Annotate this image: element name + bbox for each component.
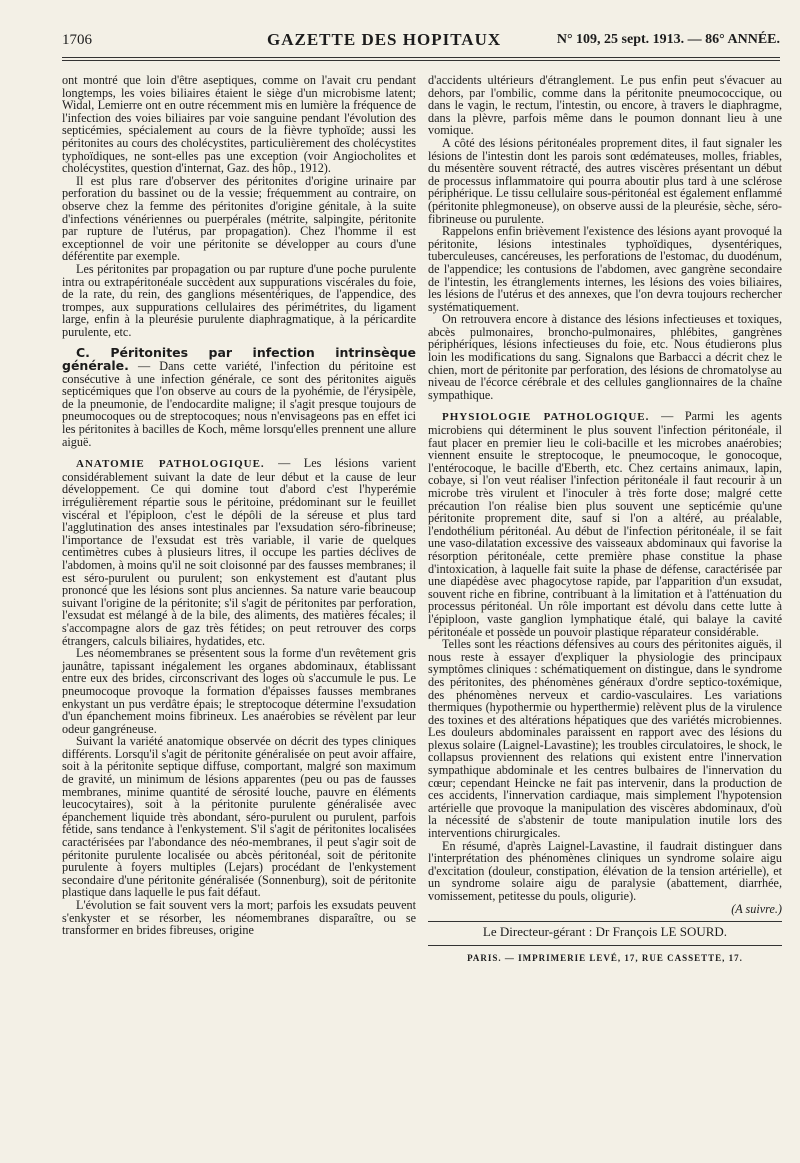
section-c-heading: C. Péritonites par infection intrinsèque générale. xyxy=(62,345,416,374)
paragraph: On retrouvera encore à distance des lésions infectieuses et toxiques, abcès pulmonaires, broncho-pulmonaires, phlébites, gangrènes périphériques, lésions infectieuses du foie, etc. Nous étudierons plus loin les modifications du sang. Signalons que Barbacci a décrit chez le chien, mort de péritonite par perforation, des lésions de chromatolyse au niveau de l'écorce cérébrale et des cellules ganglionnaires de la chaîne sympathique. xyxy=(428,312,782,402)
page-header xyxy=(62,30,780,54)
physiology-section xyxy=(428,410,782,638)
paragraph: d'accidents ultérieurs d'étranglement. Le pus enfin peut s'évacuer au dehors, par l'ombilic, comme dans la péritonite pneumococcique, ou dans le vagin, le rectum, l'intestin, ou encore, à travers le diaphragme, dans la plèvre, parfois même dans le poumon donnant lieu à une vomique. xyxy=(428,73,782,138)
to-be-continued: (A suivre.) xyxy=(731,901,782,916)
paragraph: Il est plus rare d'observer des péritonites d'origine urinaire par perforation du bassinet ou de la vessie; fréquemment au contraire, on observe chez la femme des péritonites d'origine génitale, à la suite d'infections vénériennes ou puerpérales (métrite, salpingite, péritonite par rupture de l'utérus, par propagation). Chez l'homme il est exceptionnel de voir une péritonite se développer au cours d'une déférentite par exemple. xyxy=(62,173,416,264)
page-number: 1706 xyxy=(62,32,92,48)
paragraph: L'évolution se fait souvent vers la mort; parfois les exsudats peuvent s'enkyster et se résorber, les néomembranes disparaître, ou se transformer en brides fibreuses, origine xyxy=(62,898,416,938)
paragraph: Rappelons enfin brièvement l'existence des lésions ayant provoqué la péritonite, lésions intestinales typhoïdiques, dysentériques, tuberculeuses, cancéreuses, les perforations de l'estomac, du duodénum, de l'appendice; les contusions de l'abdomen, avec gangrène secondaire de l'intestin, les étranglements internes, les lésions des voies biliaires, les lésions de l'utérus et des annexes, que l'on devra toujours rechercher systématiquement. xyxy=(428,224,782,314)
section-c-text: — Dans cette variété, l'infection du péritoine est consécutive à une infection générale, ce sont des péritonites aiguës septicémiques que l'on observe au cours de la pyohémie, de l'érysipèle, de la pneumonie, de l'endocardite maligne; il s'agit presque toujours de pneumocoques ou de streptocoques; nous n'envisageons pas en effet ici les péritonites à bacilles de Koch, même lorsqu'elles prennent une allure aiguë. xyxy=(62,359,416,449)
section-c xyxy=(62,347,416,448)
anatomy-heading: ANATOMIE PATHOLOGIQUE. xyxy=(76,458,265,471)
paragraph: ont montré que loin d'être aseptiques, comme on l'avait cru pendant longtemps, les voies biliaires étaient le siège d'un microbisme latent; Widal, Lemierre ont en outre récemment mis en lumière la fréquence de l'infection des voies biliaires par voie sanguine pendant l'évolution des septicémies, spécialement au cours de la fièvre typhoïde; aussi les péritonites au cours des cholécystites, particulièrement des cholécystites typhoïdiques, ne sont-elles pas une exception (voir Angiocholites et cholécystites, question d'internat, Gaz. des hôp., 1912). xyxy=(62,73,416,176)
paragraph: Suivant la variété anatomique observée on décrit des types cliniques différents. Lorsqu'il s'agit de péritonite généralisée on peut avoir affaire, soit à la péritonite septique diffuse, comportant, malgré son maximum de gravité, un minimum de lésions apparentes (peu ou pas de fausses membranes, minime quantité de sérosité louche, pauvre en éléments leucocytaires), soit à la péritonite purulente généralisée avec épanchement liquide très abondant, séro-purulent ou purulent, parfois fétide, sans tendance à l'enkystement. S'il s'agit de péritonites localisées caractérisées par l'abondance des néo-membranes, il peut s'agir soit de péritonite purulente localisée ou abcès péritonéal, soit de péritonite purulente à foyers multiples (Lejars) procédant de l'enkystement secondaire d'une péritonite généralisée (Sonnenburg), soit de péritonite plastique dans laquelle le pus fait défaut. xyxy=(62,734,416,900)
footer-rule xyxy=(428,921,782,922)
issue-info: N° 109, 25 sept. 1913. — 86° ANNÉE. xyxy=(556,32,780,47)
printer-line: PARIS. — IMPRIMERIE LEVÉ, 17, RUE CASSETTE, 17. xyxy=(467,952,743,963)
paragraph: Telles sont les réactions défensives au cours des péritonites aiguës, il nous reste à essayer d'expliquer la physiologie des principaux symptômes cliniques : schématiquement on distingue, dans le syndrome des péritonites, des phénomènes généraux d'ordre septico-toxémique, des phénomènes nerveux et cardio-vasculaires. Les variations thermiques (hypothermie ou hyperthermie) relèvent plus de la virulence des toxines et des altérations hépatiques que des variétés microbiennes. Les douleurs abdominales paraissent en rapport avec des lésions du plexus solaire (Laignel-Lavastine); les troubles circulatoires, le shock, le collapsus proviennent des relations qui existent entre l'innervation sympathique abdominale et les centres bulbaires de l'innervation du cœur; cependant Heincke ne fait pas intervenir, dans la production de ces accidents, l'innervation cardiaque, mais simplement l'hypotension artérielle que provoque la manipulation des viscères abdominaux, d'où la nécessité de s'abstenir de toute manipulation inutile lors des interventions chirurgicales. xyxy=(428,637,782,841)
left-column xyxy=(62,74,416,937)
anatomy-text: — Les lésions varient considérablement suivant la date de leur début et la cause de leur développement. Ce qui domine tout d'abord c'est l'hyperémie irrégulièrement répartie sous le péritoine, prédominant sur le feuillet viscéral et l'épiploon, c'est le dépôli de la séreuse et plus tard l'agglutination des anses intestinales par l'exsudation séro-fibrineuse; l'importance de l'exsudat est très variable, il varie de quelques centimètres cubes à plusieurs litres, il occupe les parties déclives de l'abdomen, à moins qu'il ne soit cloisonné par des fausses membranes; il est séro-purulent ou purulent; son enkystement est d'autant plus prononcé que les lésions sont plus anciennes. Sa nature varie beaucoup suivant l'origine de la péritonite; s'il s'agit de péritonites par perforation, l'exsudat est mélangé à de la bile, des aliments, des matières fécales; il s'accompagne alors de gaz très fétides; on peut retrouver des corps étrangers, calculs biliaires, hydatides, etc. xyxy=(62,456,416,648)
paragraph: Les péritonites par propagation ou par rupture d'une poche purulente intra ou extrapéritonéale succèdent aux suppurations viscérales du foie, de la rate, du rein, des ganglions mésentériques, de l'appendice, des trompes, aux suppurations cellulaires des périmétrites, du ligament large, enfin à la pleurésie purulente diaphragmatique, à la péricardite purulente, etc. xyxy=(62,261,416,339)
director-line: Le Directeur-gérant : Dr François LE SOURD. xyxy=(482,924,728,940)
header-rule xyxy=(62,57,780,61)
physiology-heading: PHYSIOLOGIE PATHOLOGIQUE. xyxy=(442,411,650,424)
right-column xyxy=(428,74,782,964)
journal-title: GAZETTE DES HOPITAUX xyxy=(267,30,502,49)
paragraph: A côté des lésions péritonéales proprement dites, il faut signaler les lésions de l'intestin dont les parois sont œdémateuses, molles, friables, du mésentère souvent rétracté, des autres viscères présentant un début de processus inflammatoire qui pourra aboutir plus tard à une sclérose périphérique. Le tissu cellulaire sous-péritonéal est également enflammé (péritonite phlegmoneuse), on observe aussi de la pleurésie, sèche, séro-fibrineuse ou purulente. xyxy=(428,135,782,226)
paragraph: En résumé, d'après Laignel-Lavastine, il faudrait distinguer dans l'interprétation des phénomènes cliniques un syndrome solaire aigu d'excitation (douleur, constipation, élévation de la tension artérielle), et un syndrome solaire aigu de paralysie (abattement, diarrhée, vomissement, petitesse du pouls, oligurie). xyxy=(428,838,782,903)
anatomy-section xyxy=(62,457,416,647)
footer-rule-2 xyxy=(428,945,782,946)
physiology-text: — Parmi les agents microbiens qui déterminent le plus souvent l'infection péritonéale, il faut placer en premier lieu le coli-bacille et les microbes anaérobies; viennent ensuite le streptocoque, le pneumocoque, le gonocoque, l'entérocoque, le bacille d'Eberth, etc. Chez certains animaux, lapin, cobaye, si l'on veut réaliser l'infection péritonéale il faut recourir à un microbe très virulent et l'inoculer à très forte dose; malgré cette précaution l'on réalise bien plus souvent une septicémie qu'une péritonite proprement dite, sauf si l'on a altéré, au préalable, l'endothélium péritonéal. Au début de l'infection péritonéale, il se fait une vaso-dilatation excessive des vaisseaux abdominaux qui favorise la résorption péritonéale, cette première phase constitue la phase d'intoxication, à laquelle fait suite la phase de défense, caractérisée par une diapédèse avec phagocytose rapide, par l'apparition d'un exsudat, souvent riche en fibrine, contribuant à la limitation et à l'atténuation du processus péritonéal. Un rôle important est dévolu dans cette lutte à l'épiploon, vaste ganglion lymphatique étalé, qui balaye la cavité péritonéale et possède un pouvoir plastique réparateur considérable. xyxy=(428,409,782,639)
paragraph: Les néomembranes se présentent sous la forme d'un revêtement gris jaunâtre, tapissant inégalement les organes abdominaux, établissant entre eux des brides, circonscrivant des loges où s'accumule le pus. Le pneumocoque provoque la formation d'épaisses fausses membranes enkystant un pus verdâtre épais; le streptocoque détermine l'exsudation d'un épanchement moins fibrineux. Les anaérobies se révèlent par leur odeur gangréneuse. xyxy=(62,646,416,736)
